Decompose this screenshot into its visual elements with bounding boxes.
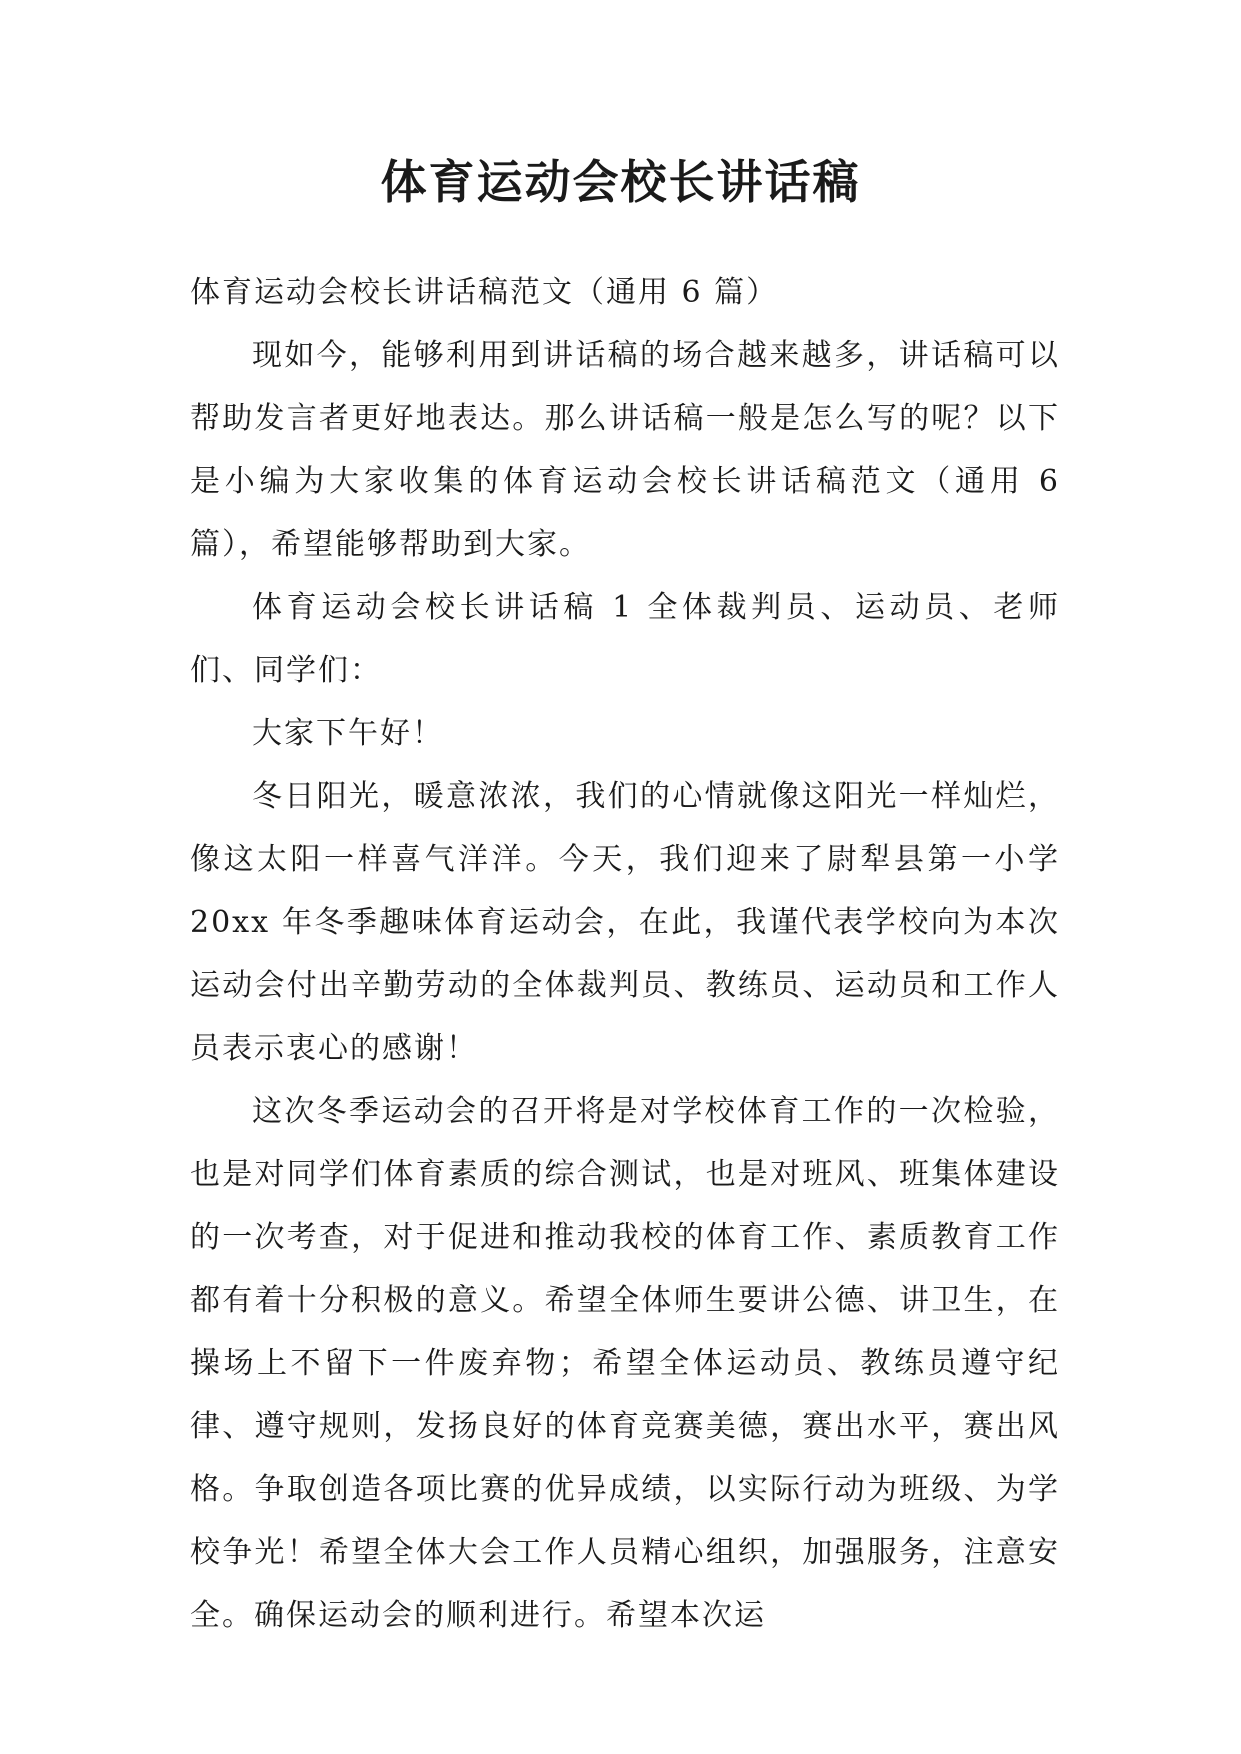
paragraph-salutation: 体育运动会校长讲话稿 1 全体裁判员、运动员、老师们、同学们： — [190, 590, 1060, 688]
paragraph-intro: 现如今，能够利用到讲话稿的场合越来越多，讲话稿可以帮助发言者更好地表达。那么讲话稿一般是怎么写的呢？以下是小编为大家收集的体育运动会校长讲话稿范文（通用 6 篇），希望能够帮助到大家。 — [190, 338, 1060, 562]
paragraph-opening: 冬日阳光，暖意浓浓，我们的心情就像这阳光一样灿烂，像这太阳一样喜气洋洋。今天，我们迎来了尉犁县第一小学 20xx 年冬季趣味体育运动会，在此，我谨代表学校向为本次运动会付出辛勤劳动的全体裁判员、教练员、运动员和工作人员表示衷心的感谢！ — [190, 779, 1060, 1066]
document-title: 体育运动会校长讲话稿 — [380, 155, 861, 209]
paragraph-greeting: 大家下午好！ — [252, 716, 444, 751]
document-subtitle: 体育运动会校长讲话稿范文（通用 6 篇） — [190, 275, 779, 310]
paragraph-significance: 这次冬季运动会的召开将是对学校体育工作的一次检验，也是对同学们体育素质的综合测试，也是对班风、班集体建设的一次考查，对于促进和推动我校的体育工作、素质教育工作都有着十分积极的意义。希望全体师生要讲公德、讲卫生，在操场上不留下一件废弃物；希望全体运动员、教练员遵守纪律、遵守规则，发扬良好的体育竞赛美德，赛出水平，赛出风格。争取创造各项比赛的优异成绩，以实际行动为班级、为学校争光！希望全体大会工作人员精心组织，加强服务，注意安全。确保运动会的顺利进行。希望本次运 — [190, 1094, 1060, 1633]
document-body — [190, 261, 1060, 1647]
